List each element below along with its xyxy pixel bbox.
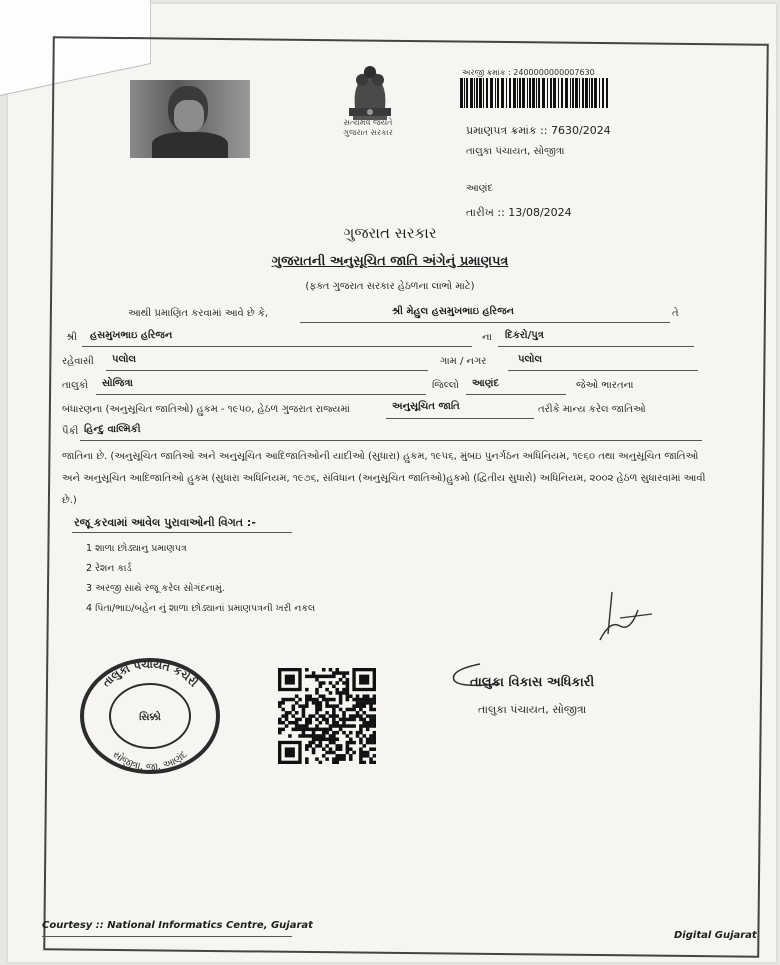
relation-prefix: ના <box>482 332 492 343</box>
issue-date: તારીખ :: 13/08/2024 <box>466 206 572 219</box>
signing-officer: તાલુકા વિકાસ અધિકારી <box>470 675 595 690</box>
village-label: ગામ / નગર <box>440 356 487 367</box>
svg-text:સોજીત્રા, જી. આણંદ: સોજીત્રા, જી. આણંદ <box>110 749 190 774</box>
proof-item: 3 અરજી સાથે રજૂ કરેલ સોગંદનામું. <box>86 583 225 594</box>
residence-value: પલોલ <box>112 354 137 365</box>
holder-photo <box>130 80 250 158</box>
emblem-motto: સત્યમેવ જયતે <box>343 118 393 127</box>
legal-paragraph: જાતિના છે. (અનુસૂચિત જાતિઓ અને અનુસૂચિત આદિજાતિઓની યાદીઓ (સુધારા) હુકમ, ૧૯૫૬, મુંબઇ પુનર્ગઠન અધિનિયમ, ૧૯૬૦ તથા અનુસૂચિત જાતિઓ અને અનુસૂચિત આદિજાતિઓ હુકમ (સુધારા અધિનિયમ, ૧૯૭૬, સંવિધાન (અનુસૂચિત જાતિઓ)હુકમો (દ્વિતીય સુધારો) અધિનિયમ, ૨૦૦૨ હેઠળ સુધારવામાં આવી છે.) <box>62 451 706 506</box>
courtesy-footer: Courtesy :: National Informatics Centre, Gujarat <box>42 920 313 931</box>
taluka-value: સોજિત્રા <box>102 378 133 389</box>
issue-place: આણંદ <box>466 183 494 194</box>
emblem-caption: ગુજરાત સરકાર <box>343 128 393 137</box>
category-value: અનુસૂચિત જાતિ <box>392 401 460 412</box>
parent-name: હસમુખભાઇ હરિજન <box>90 330 173 341</box>
shri-label: શ્રી <box>66 332 78 343</box>
proof-item: 2 રેશન કાર્ડ <box>86 563 132 574</box>
taluka-label: તાલુકો <box>62 380 89 391</box>
application-number: અરજી ક્રમાંક : 2400000000007630 <box>462 68 595 77</box>
te-label: તે <box>672 308 679 319</box>
certificate-number: પ્રમાણપત્ર ક્રમાંક :: 7630/2024 <box>466 124 611 137</box>
caste-label: પૈકી <box>62 426 79 437</box>
village-value: પલોલ <box>518 354 543 365</box>
barcode <box>460 78 608 108</box>
holder-name: શ્રી મેહુલ હસમુખભાઇ હરિજન <box>392 306 515 317</box>
proof-item: 4 પિતા/ભાઇ/બહેન નું શાળા છોડ્યાનાં પ્રમાણપત્રની ખરી નકલ <box>86 603 316 614</box>
order-text: બંધારણના (અનુસૂચિત જાતિઓ) હુકમ - ૧૯૫૦, હેઠળ ગુજરાત રાજ્યમાં <box>62 404 350 415</box>
svg-text:સિક્કો: સિક્કો <box>139 712 161 723</box>
office-seal-stamp <box>78 656 222 774</box>
district-value: આણંદ <box>472 378 500 389</box>
caste-value: હિન્દુ વાલ્મિકી <box>84 424 141 435</box>
residence-label: રહેવાસી <box>62 356 94 367</box>
certify-label: આથી પ્રમાણિત કરવામાં આવે છે કે, <box>128 308 269 319</box>
issuing-office: તાલુકા પંચાયત, સોજીત્રા <box>466 146 565 157</box>
document-subtitle: (ફક્ત ગુજરાત સરકાર હેઠળના લાભો માટે) <box>305 281 475 292</box>
india-label: જેઓ ભારતના <box>576 380 634 391</box>
svg-text:તાલુકા પંચાયત કચેરી: તાલુકા પંચાયત કચેરી <box>100 657 201 690</box>
district-label: જિલ્લો <box>432 380 459 391</box>
proof-item: 1 શાળા છોડ્યાનુ પ્રમાણપત્ર <box>86 543 187 554</box>
recognised-label: તરીકે માન્ય કરેલ જાતિઓ <box>538 404 646 415</box>
qr-code <box>278 668 376 764</box>
proofs-title: રજૂ કરવામાં આવેલ પુરાવાઓની વિગત :- <box>74 516 256 529</box>
signature-mark <box>590 590 660 650</box>
relation-value: દિકરો/પુત્ર <box>505 330 544 341</box>
signing-office: તાલુકા પંચાયત, સોજીત્રા <box>478 703 587 716</box>
government-heading: ગુજરાત સરકાર <box>343 224 437 242</box>
digital-gujarat-brand: Digital Gujarat <box>674 930 757 941</box>
document-title: ગુજરાતની અનુસૂચિત જાતિ અંગેનું પ્રમાણપત્ર <box>271 254 509 269</box>
